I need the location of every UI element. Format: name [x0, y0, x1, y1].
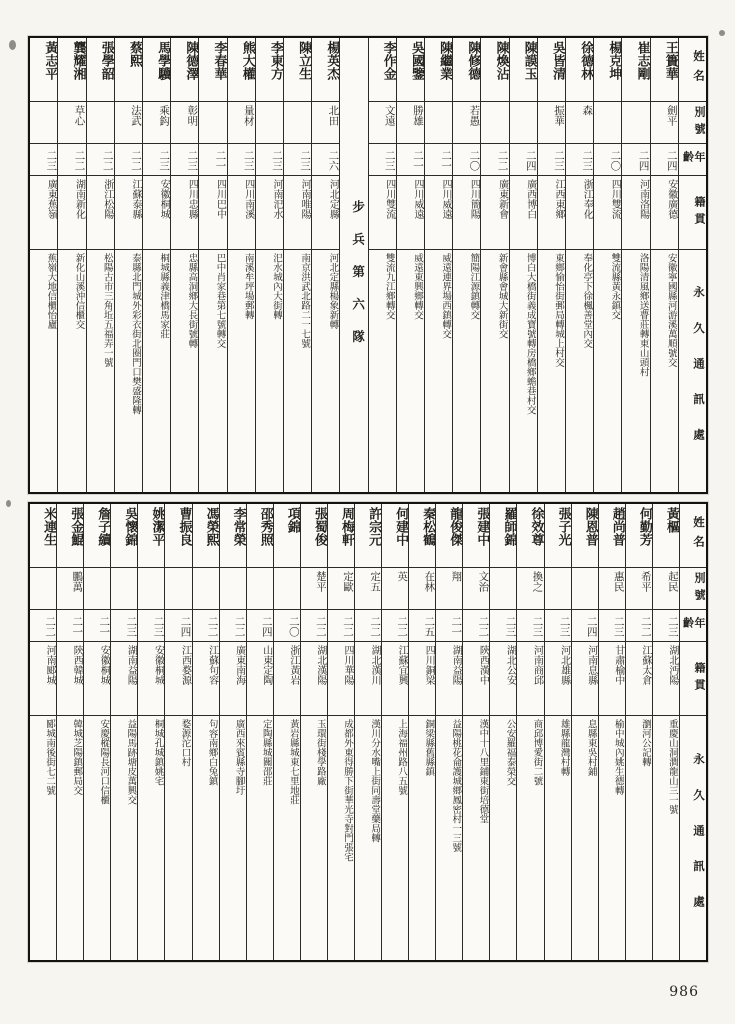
person-alias [572, 568, 598, 610]
person-native-place: 浙江松陽 [87, 176, 114, 250]
person-native-place: 四川華陽 [328, 642, 354, 716]
person-name: 黃樞 [653, 504, 679, 568]
person-address: 雄縣龍灣村轉 [558, 719, 570, 776]
person-native-place: 江西東鄉 [538, 176, 565, 250]
person-native-place: 四川巴中 [199, 176, 226, 250]
person-column [408, 504, 435, 960]
person-native-place: 湖北公安 [490, 642, 516, 716]
person-address: 安慶樅陽長河口信櫃 [98, 719, 110, 805]
person-alias: 劍平 [651, 102, 678, 144]
person-native-place: 陝西漢中 [463, 642, 489, 716]
person-address: 玉環街棧學路廠 [314, 719, 326, 786]
person-column [170, 38, 198, 492]
person-name: 蔡熙 [115, 38, 142, 102]
person-name: 張金鯤 [57, 504, 83, 568]
person-native-place: 河南汜水 [256, 176, 283, 250]
page-number: 986 [669, 984, 699, 1000]
person-native-place: 湖北漢陽 [301, 642, 327, 716]
person-address: 威遠連界場西鎮轉交 [440, 253, 452, 339]
person-age: 二三 [256, 144, 283, 176]
person-address: 河北定縣楊象新轉 [327, 253, 339, 329]
person-alias: 起民 [653, 568, 679, 610]
person-column [650, 38, 678, 492]
person-name: 王簣華 [651, 38, 678, 102]
person-name: 熊大權 [228, 38, 255, 102]
person-address: 銅梁縣舊縣鎮 [423, 719, 435, 776]
person-age: 二二 [328, 610, 354, 642]
person-age: 二三 [369, 144, 396, 176]
person-name: 楊克坤 [594, 38, 621, 102]
person-native-place: 四川威遠 [397, 176, 424, 250]
person-name: 姚潔平 [138, 504, 164, 568]
person-native-place: 陝西韓城 [57, 642, 83, 716]
person-native-place: 河北雄縣 [545, 642, 571, 716]
person-native-place: 湖北沔陽 [653, 642, 679, 716]
person-column [83, 504, 110, 960]
person-alias [490, 568, 516, 610]
person-age: 二二 [626, 610, 652, 642]
header-column [678, 38, 706, 492]
person-age: 二一 [199, 144, 226, 176]
col-header-age: 年齡 [680, 610, 706, 642]
person-alias [220, 568, 246, 610]
person-alias [481, 102, 508, 144]
person-name: 陳恩普 [572, 504, 598, 568]
person-name: 詹子續 [84, 504, 110, 568]
person-alias [84, 568, 110, 610]
person-age: 二三 [30, 144, 57, 176]
person-alias [594, 102, 621, 144]
person-column [489, 504, 516, 960]
person-address: 博白大橋街義成寶號轉房橋鄉蟾巷村交 [524, 253, 536, 415]
person-name: 陳繼業 [425, 38, 452, 102]
person-address: 成都外東得勝下街華光寺對門張宅 [341, 719, 353, 862]
person-native-place: 甘肅榆中 [599, 642, 625, 716]
person-column [142, 38, 170, 492]
person-age: 二三 [143, 144, 170, 176]
person-age: 二三 [228, 144, 255, 176]
person-address: 南京洪武北路二一七號 [299, 253, 311, 348]
person-column [621, 38, 649, 492]
person-address: 重慶山洞澗龍山三一號 [666, 719, 678, 814]
person-native-place: 廣東南海 [220, 642, 246, 716]
col-header-address: 永久通訊處 [692, 285, 706, 465]
person-native-place: 山東定陶 [247, 642, 273, 716]
person-address: 婺源沱口村 [179, 719, 191, 767]
person-address: 洛陽清風鄉送瞢莊轉東山頭村 [637, 253, 649, 377]
person-alias [274, 568, 300, 610]
person-age: 二二 [58, 144, 85, 176]
person-native-place: 江西婺源 [165, 642, 191, 716]
person-address: 雙流縣黃永鎮交 [609, 253, 621, 320]
person-name: 陳謨玉 [510, 38, 537, 102]
person-column [516, 504, 543, 960]
person-column [571, 504, 598, 960]
person-native-place: 湖南新化 [58, 176, 85, 250]
person-column [283, 38, 311, 492]
person-name: 曹振良 [165, 504, 191, 568]
person-column [354, 504, 381, 960]
person-address: 忠縣高洞鄉大長街號轉 [186, 253, 198, 348]
person-age: 二一 [84, 610, 110, 642]
person-column [300, 504, 327, 960]
person-column [480, 38, 508, 492]
person-age: 二三 [653, 610, 679, 642]
person-name: 何建中 [382, 504, 408, 568]
person-name: 徐德林 [566, 38, 593, 102]
person-address: 瀏河公記轉 [639, 719, 651, 767]
person-alias [284, 102, 311, 144]
person-address: 廣西來賓縣寺腳圩 [233, 719, 245, 795]
person-column [327, 504, 354, 960]
person-address: 南溪牟坪場郵轉 [242, 253, 254, 320]
person-alias [199, 102, 226, 144]
person-column [114, 38, 142, 492]
person-age: 二四 [651, 144, 678, 176]
person-column [311, 38, 339, 492]
person-alias [425, 102, 452, 144]
person-column [227, 38, 255, 492]
person-age: 二三 [599, 610, 625, 642]
person-native-place: 江蘇宜興 [382, 642, 408, 716]
person-name: 崔志剛 [622, 38, 649, 102]
col-header-address: 永久通訊處 [692, 752, 706, 932]
person-address: 威遠東興鄉轉交 [411, 253, 423, 320]
person-age: 二一 [436, 610, 462, 642]
person-age: 二二 [301, 610, 327, 642]
person-age: 二四 [510, 144, 537, 176]
person-column [452, 38, 480, 492]
person-address: 東鄉愉怡街郵局轉城上村交 [552, 253, 564, 367]
person-age: 二三 [490, 610, 516, 642]
col-header-name: 姓名 [679, 38, 706, 102]
person-name: 馮榮熙 [193, 504, 219, 568]
person-alias: 彰明 [171, 102, 198, 144]
person-native-place: 安徽桐城 [143, 176, 170, 250]
person-name: 吳皆清 [538, 38, 565, 102]
person-alias: 北田 [312, 102, 339, 144]
person-native-place: 四川雙流 [594, 176, 621, 250]
person-name: 龔耀湘 [58, 38, 85, 102]
person-alias [247, 568, 273, 610]
person-name: 陳修德 [453, 38, 480, 102]
person-alias: 若愚 [453, 102, 480, 144]
person-address: 益陽馬跡塘皮萬興交 [125, 719, 137, 805]
person-name: 黃志平 [30, 38, 57, 102]
person-age: 二三 [284, 144, 311, 176]
person-column [593, 38, 621, 492]
col-header-native: 籍貫 [680, 642, 706, 716]
person-native-place: 廣西博白 [510, 176, 537, 250]
person-name: 張建中 [463, 504, 489, 568]
person-alias: 振華 [538, 102, 565, 144]
scan-artifact [6, 500, 11, 507]
person-name: 許宗元 [355, 504, 381, 568]
person-column [565, 38, 593, 492]
person-native-place: 四川簡陽 [453, 176, 480, 250]
person-alias: 翔 [436, 568, 462, 610]
directory-table-bottom [28, 502, 708, 962]
person-native-place: 四川威遠 [425, 176, 452, 250]
person-alias [30, 568, 56, 610]
person-column [537, 38, 565, 492]
person-column [625, 504, 652, 960]
col-header-native: 籍貫 [679, 176, 706, 250]
person-name: 楊英杰 [312, 38, 339, 102]
person-address: 黃岩縣城東七里地莊 [287, 719, 299, 805]
person-alias: 文遠 [369, 102, 396, 144]
person-address: 漢川分水嘴上街同壽堂藥局轉 [369, 719, 381, 843]
scan-artifact [9, 40, 16, 50]
person-alias: 楚平 [301, 568, 327, 610]
person-column [192, 504, 219, 960]
person-native-place: 河南商邱 [517, 642, 543, 716]
person-native-place: 四川忠縣 [171, 176, 198, 250]
person-native-place: 安徽桐城 [138, 642, 164, 716]
person-column [424, 38, 452, 492]
person-age: 二二 [355, 610, 381, 642]
person-address: 簡陽江源鎮轉交 [468, 253, 480, 320]
person-address: 泰縣北門城外彩衣街北圈門口樊盛隆轉 [129, 253, 141, 415]
person-name: 李東方 [256, 38, 283, 102]
person-column [598, 504, 625, 960]
person-name: 李作金 [369, 38, 396, 102]
person-native-place: 四川南溪 [228, 176, 255, 250]
person-alias: 換之 [517, 568, 543, 610]
person-native-place: 湖南益陽 [111, 642, 137, 716]
person-name: 馬學驥 [143, 38, 170, 102]
person-address: 松陽古市三角坵五福弄一號 [101, 253, 113, 367]
person-column [652, 504, 679, 960]
person-age: 二〇 [453, 144, 480, 176]
person-name: 趙尚普 [599, 504, 625, 568]
person-address: 商邱博愛街二號 [531, 719, 543, 786]
person-age: 二四 [247, 610, 273, 642]
person-age: 二三 [545, 610, 571, 642]
person-native-place: 河南郾城 [30, 642, 56, 716]
person-alias [193, 568, 219, 610]
person-name: 張蜀俊 [301, 504, 327, 568]
person-address: 郾城南後街七二號 [44, 719, 56, 795]
person-age: 二四 [622, 144, 649, 176]
person-native-place: 湖南益陽 [436, 642, 462, 716]
person-native-place: 四川雙流 [369, 176, 396, 250]
person-native-place: 安徽廣德 [651, 176, 678, 250]
person-alias: 文治 [463, 568, 489, 610]
person-address: 榆中城內姚生德轉 [612, 719, 624, 795]
person-native-place: 浙江黃岩 [274, 642, 300, 716]
person-column [435, 504, 462, 960]
person-address: 句容南鄉白兔鎮 [206, 719, 218, 786]
person-address: 新會縣會城大新街交 [496, 253, 508, 339]
person-name: 秦松鶴 [409, 504, 435, 568]
person-address: 益陽桃花侖護城鄉鳳密村一三號 [450, 719, 462, 852]
person-name: 周梅軒 [328, 504, 354, 568]
person-name: 吳懷錦 [111, 504, 137, 568]
person-native-place: 河南息縣 [572, 642, 598, 716]
person-alias: 惠民 [599, 568, 625, 610]
person-column [544, 504, 571, 960]
person-age: 二二 [382, 610, 408, 642]
person-address: 漢中十八里鋪東街培德堂 [477, 719, 489, 824]
person-name: 徐效尊 [517, 504, 543, 568]
person-alias [30, 102, 57, 144]
person-address: 韓城芝陽鎮郵局交 [71, 719, 83, 795]
person-age: 二三 [566, 144, 593, 176]
person-alias: 在林 [409, 568, 435, 610]
directory-table-top [28, 36, 708, 494]
person-address: 蕉嶺大地信櫃怡廬 [45, 253, 57, 329]
person-name: 陳煥沾 [481, 38, 508, 102]
person-address: 桐城孔城鎮姚宅 [152, 719, 164, 786]
person-age: 二二 [481, 144, 508, 176]
person-alias [510, 102, 537, 144]
person-address: 安徽寧國縣河游溪萬順號交 [665, 253, 677, 367]
person-column [381, 504, 408, 960]
person-name: 吳國鑒 [397, 38, 424, 102]
person-name: 米連生 [30, 504, 56, 568]
person-address: 汜水城內大街轉 [270, 253, 282, 320]
person-alias: 鵬萬 [57, 568, 83, 610]
person-name: 張學韶 [87, 38, 114, 102]
person-age: 二三 [538, 144, 565, 176]
person-age: 二〇 [594, 144, 621, 176]
person-age: 二一 [397, 144, 424, 176]
person-alias: 定歐 [328, 568, 354, 610]
person-alias [545, 568, 571, 610]
person-age: 二六 [312, 144, 339, 176]
person-column [30, 38, 57, 492]
header-column [679, 504, 706, 960]
person-alias: 量材 [228, 102, 255, 144]
person-address: 公安羅福泰榮交 [504, 719, 516, 786]
col-header-alias: 別號 [679, 102, 706, 144]
person-name: 項錦 [274, 504, 300, 568]
person-column [30, 504, 56, 960]
person-native-place: 河南洛陽 [622, 176, 649, 250]
person-column [57, 38, 85, 492]
person-age: 二一 [57, 610, 83, 642]
person-alias [165, 568, 191, 610]
person-native-place: 江蘇泰縣 [115, 176, 142, 250]
person-alias [622, 102, 649, 144]
person-age: 二二 [220, 610, 246, 642]
person-column [110, 504, 137, 960]
person-column [219, 504, 246, 960]
person-age: 二二 [463, 610, 489, 642]
person-age: 二四 [165, 610, 191, 642]
person-name: 陳立生 [284, 38, 311, 102]
person-column [273, 504, 300, 960]
person-column [137, 504, 164, 960]
person-native-place: 四川銅梁 [409, 642, 435, 716]
person-alias [138, 568, 164, 610]
person-column [368, 38, 396, 492]
person-age: 二三 [111, 610, 137, 642]
person-column [462, 504, 489, 960]
person-alias: 草心 [58, 102, 85, 144]
person-native-place: 廣東蕉嶺 [30, 176, 57, 250]
person-native-place: 河北定縣 [312, 176, 339, 250]
person-age: 二二 [193, 610, 219, 642]
person-native-place: 廣東新會 [481, 176, 508, 250]
person-age: 二三 [517, 610, 543, 642]
person-name: 張子光 [545, 504, 571, 568]
person-native-place: 浙江奉化 [566, 176, 593, 250]
person-name: 李常榮 [220, 504, 246, 568]
person-column [56, 504, 83, 960]
person-column [509, 38, 537, 492]
person-age: 二一 [425, 144, 452, 176]
person-age: 二五 [409, 610, 435, 642]
person-column [198, 38, 226, 492]
person-native-place: 湖北漢川 [355, 642, 381, 716]
person-native-place: 江蘇句容 [193, 642, 219, 716]
person-age: 二〇 [274, 610, 300, 642]
person-column [255, 38, 283, 492]
person-address: 巴中肖家巷第七號轉交 [214, 253, 226, 348]
person-alias: 乘鈎 [143, 102, 170, 144]
person-alias [256, 102, 283, 144]
person-alias: 英 [382, 568, 408, 610]
person-name: 陳德澤 [171, 38, 198, 102]
section-divider [339, 38, 367, 492]
person-address: 新化山溪沖信櫃交 [73, 253, 85, 329]
col-header-alias: 別號 [680, 568, 706, 610]
person-name: 羅師錦 [490, 504, 516, 568]
person-age: 二二 [87, 144, 114, 176]
person-address: 上海福州路八五號 [396, 719, 408, 795]
person-alias: 森 [566, 102, 593, 144]
col-header-name: 姓名 [680, 504, 706, 568]
person-column [164, 504, 191, 960]
section-divider-label: 步兵第六隊 [350, 199, 366, 363]
person-address: 桐城縣義津橋馬家莊 [158, 253, 170, 339]
person-age: 二二 [115, 144, 142, 176]
person-native-place: 江蘇太倉 [626, 642, 652, 716]
person-name: 龍俊傑 [436, 504, 462, 568]
person-name: 李春華 [199, 38, 226, 102]
person-alias: 勝雄 [397, 102, 424, 144]
person-address: 息縣東吳村鋪 [585, 719, 597, 776]
person-age: 二四 [572, 610, 598, 642]
person-address: 奉化亭下徐楓善堂內交 [581, 253, 593, 348]
person-address: 雙流九江鄉轉交 [383, 253, 395, 320]
person-column [396, 38, 424, 492]
person-native-place: 安徽桐城 [84, 642, 110, 716]
person-alias: 法武 [115, 102, 142, 144]
person-column [86, 38, 114, 492]
person-age: 二三 [138, 610, 164, 642]
person-name: 邵秀照 [247, 504, 273, 568]
person-address: 定陶縣城關邵莊 [260, 719, 272, 786]
person-native-place: 河南唯陽 [284, 176, 311, 250]
scan-artifact [719, 30, 725, 36]
person-alias [111, 568, 137, 610]
person-alias [87, 102, 114, 144]
person-age: 二二 [30, 610, 56, 642]
col-header-age: 年齡 [679, 144, 706, 176]
person-alias: 定五 [355, 568, 381, 610]
person-age: 二三 [171, 144, 198, 176]
person-name: 何勤芳 [626, 504, 652, 568]
person-alias: 希平 [626, 568, 652, 610]
person-column [246, 504, 273, 960]
